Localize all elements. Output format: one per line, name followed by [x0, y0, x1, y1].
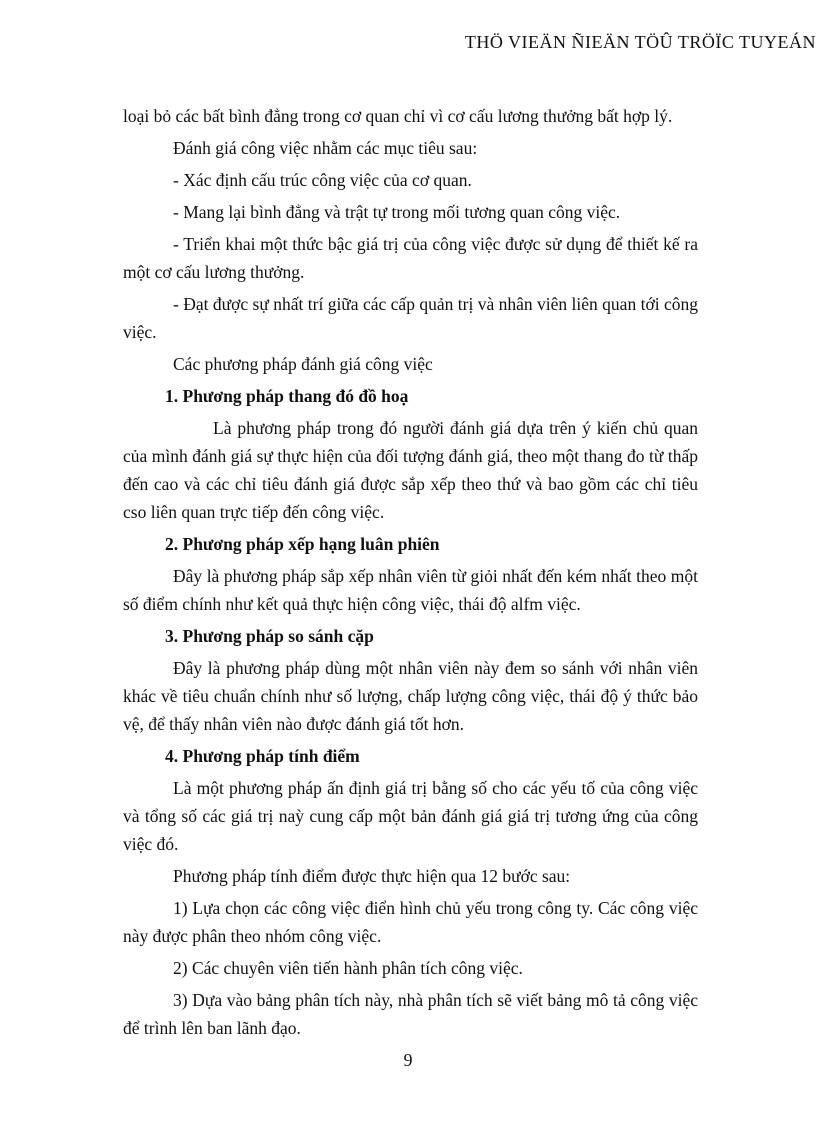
section-heading: 2. Phương pháp xếp hạng luân phiên — [165, 534, 440, 554]
page-number: 9 — [403, 1050, 413, 1070]
paragraph: Các phương pháp đánh giá công việc — [173, 354, 433, 374]
paragraph: Đánh giá công việc nhằm các mục tiêu sau: — [173, 138, 478, 158]
section-heading: 4. Phương pháp tính điểm — [165, 746, 360, 766]
list-item: - Triển khai một thức bậc giá trị của công việc được sử dụng để thiết kế ra một cơ cấu lương thưởng. — [123, 234, 698, 282]
page-header: THÖ VIEÄN ÑIEÄN TÖÛ TRÖÏC TUYEÁN — [464, 32, 816, 52]
paragraph: loại bỏ các bất bình đẳng trong cơ quan chỉ vì cơ cấu lương thưởng bất hợp lý. — [123, 106, 673, 126]
list-item: - Đạt được sự nhất trí giữa các cấp quản trị và nhân viên liên quan tới công việc. — [123, 294, 698, 342]
document-body — [123, 102, 698, 1046]
section-heading: 1. Phương pháp thang đó đồ hoạ — [165, 386, 409, 406]
list-item: - Mang lại bình đẳng và trật tự trong mối tương quan công việc. — [173, 202, 621, 222]
section-heading: 3. Phương pháp so sánh cặp — [165, 626, 374, 646]
paragraph: Là phương pháp trong đó người đánh giá dựa trên ý kiến chủ quan của mình đánh giá sự thực hiện của đối tượng đánh giá, theo một thang đo từ thấp đến cao và các chỉ tiêu đánh giá được sắp xếp theo thứ và bao gồm các chỉ tiêu cso liên quan trực tiếp đến công việc. — [123, 418, 698, 522]
paragraph: Là một phương pháp ấn định giá trị bằng số cho các yếu tố của công việc và tổng số các giá trị naỳ cung cấp một bản đánh giá giá trị tương ứng của công việc đó. — [123, 778, 698, 854]
paragraph: Đây là phương pháp sắp xếp nhân viên từ giỏi nhất đến kém nhất theo một số điểm chính như kết quả thực hiện công việc, thái độ alfm việc. — [123, 566, 698, 614]
paragraph: Phương pháp tính điểm được thực hiện qua 12 bước sau: — [173, 866, 571, 886]
paragraph: Đây là phương pháp dùng một nhân viên này đem so sánh với nhân viên khác về tiêu chuẩn chính như số lượng, chấp lượng công việc, thái độ ý thức bảo vệ, để thấy nhân viên nào được đánh giá tốt hơn. — [123, 658, 698, 734]
list-item: 1) Lựa chọn các công việc điển hình chủ yếu trong công ty. Các công việc này được phân theo nhóm công việc. — [123, 898, 698, 946]
list-item: 2) Các chuyên viên tiến hành phân tích công việc. — [173, 958, 523, 978]
list-item: 3) Dựa vào bảng phân tích này, nhà phân tích sẽ viết bảng mô tả công việc để trình lên ban lãnh đạo. — [123, 990, 698, 1038]
list-item: - Xác định cấu trúc công việc của cơ quan. — [173, 170, 472, 190]
